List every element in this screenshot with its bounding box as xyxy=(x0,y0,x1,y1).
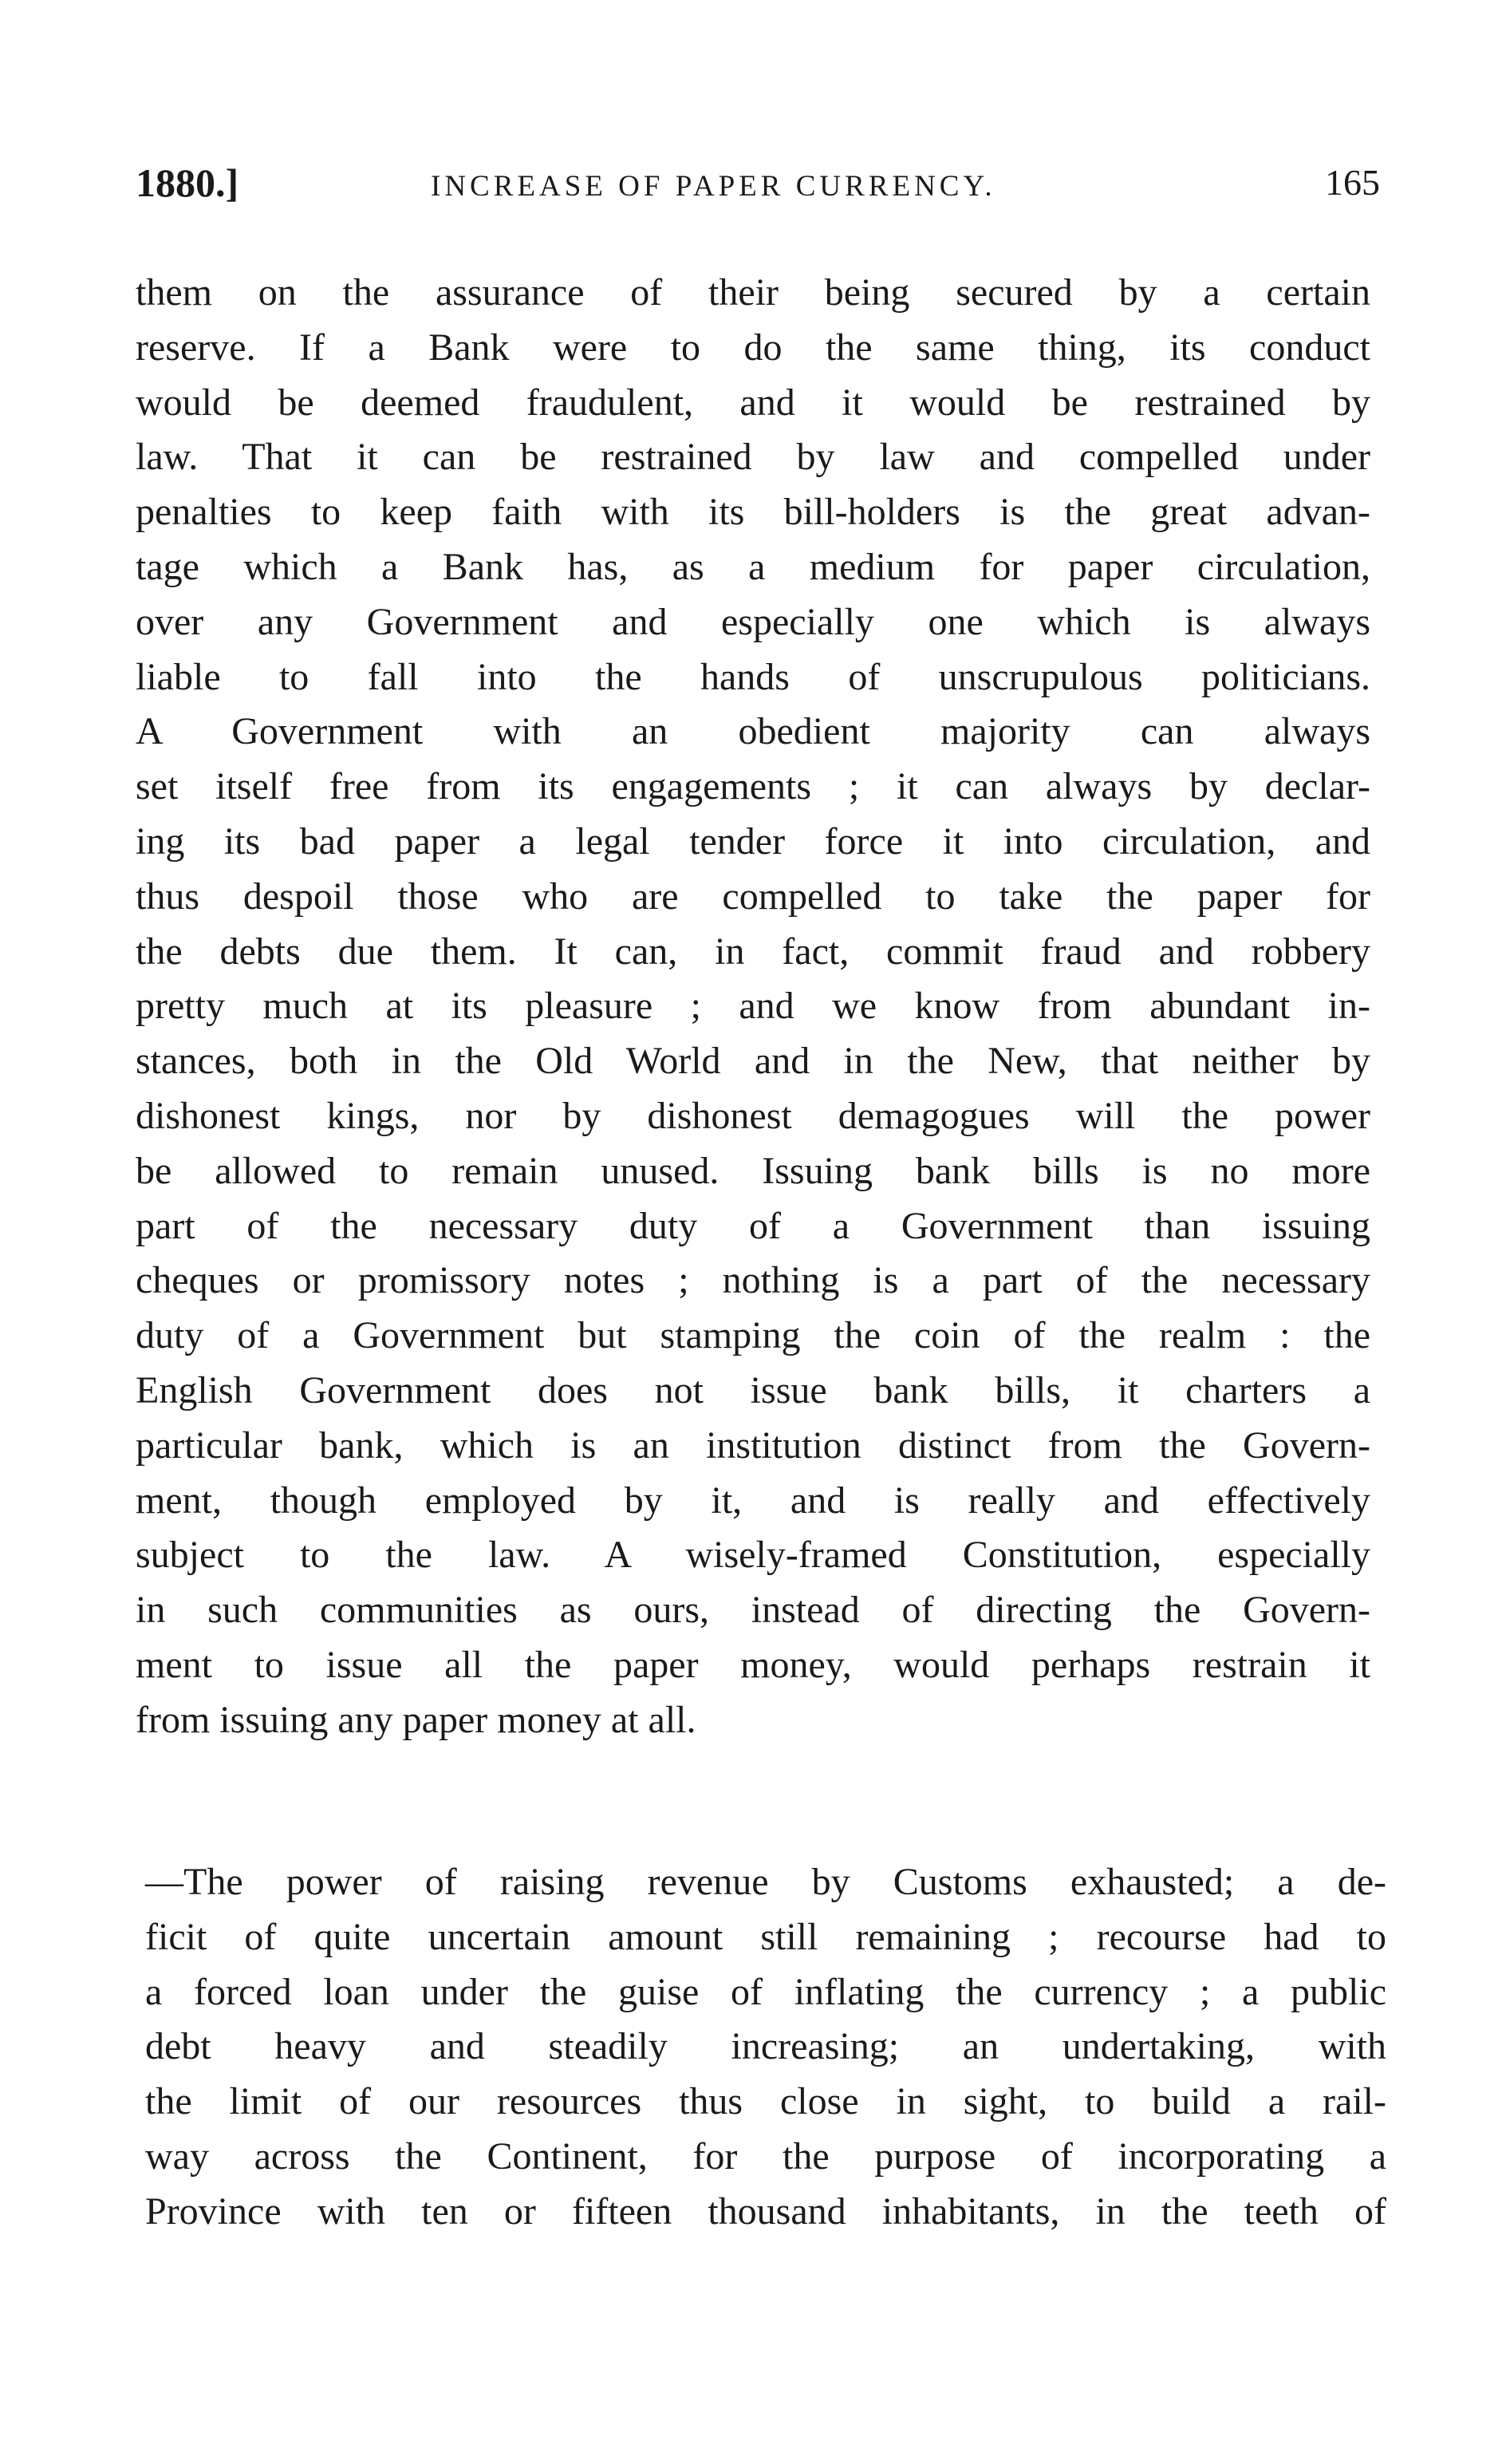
text-line: part of the necessary duty of a Government than issuing xyxy=(136,1204,1370,1247)
text-line: would be deemed fraudulent, and it would be restrained by xyxy=(136,381,1370,424)
text-line: cheques or promissory notes ; nothing is a part of the necessary xyxy=(136,1259,1370,1302)
text-line: from issuing any paper money at all. xyxy=(136,1698,696,1741)
text-line: the limit of our resources thus close in sight, to build a rail- xyxy=(145,2080,1386,2123)
text-line: liable to fall into the hands of unscrupulous politicians. xyxy=(136,655,1370,698)
text-line: them on the assurance of their being secured by a certain xyxy=(136,271,1370,314)
text-line: A Government with an obedient majority can always xyxy=(136,710,1370,753)
text-line: English Government does not issue bank bills, it charters a xyxy=(136,1368,1370,1412)
paragraph-paper-money xyxy=(136,266,1370,1748)
text-line: debt heavy and steadily increasing; an undertaking, with xyxy=(145,2025,1386,2068)
running-head xyxy=(136,160,1380,223)
running-title: INCREASE OF PAPER CURRENCY. xyxy=(431,170,996,203)
text-line: ment to issue all the paper money, would perhaps restrain it xyxy=(136,1643,1370,1686)
text-line: way across the Continent, for the purpose of incorporating a xyxy=(145,2134,1386,2178)
text-line: pretty much at its pleasure ; and we know from abundant in- xyxy=(136,985,1370,1028)
text-line: ficit of quite uncertain amount still remaining ; recourse had to xyxy=(145,1915,1386,1958)
text-line: Province with ten or fifteen thousand inhabitants, in the teeth of xyxy=(145,2190,1386,2233)
text-line: ing its bad paper a legal tender force it into circulation, and xyxy=(136,819,1370,863)
text-line: ment, though employed by it, and is really and effectively xyxy=(136,1479,1370,1522)
text-line: duty of a Government but stamping the coin of the realm : the xyxy=(136,1314,1370,1357)
text-line: dishonest kings, nor by dishonest demagogues will the power xyxy=(136,1094,1370,1137)
paragraph-revenue xyxy=(145,1855,1386,2240)
text-line: over any Government and especially one which is always xyxy=(136,600,1370,643)
text-line: stances, both in the Old World and in the New, that neither by xyxy=(136,1040,1370,1083)
text-line: in such communities as ours, instead of directing the Govern- xyxy=(136,1589,1370,1632)
text-line: —The power of raising revenue by Customs exhausted; a de- xyxy=(145,1861,1386,1903)
text-line: the debts due them. It can, in fact, commit fraud and robbery xyxy=(136,930,1370,973)
text-line: subject to the law. A wisely-framed Constitution, especially xyxy=(136,1534,1370,1577)
page-number: 165 xyxy=(1325,162,1380,203)
text-line: a forced loan under the guise of inflating the currency ; a public xyxy=(145,1970,1386,2013)
text-line: particular bank, which is an institution distinct from the Govern- xyxy=(136,1424,1370,1467)
text-line: thus despoil those who are compelled to take the paper for xyxy=(136,875,1370,918)
text-line: law. That it can be restrained by law and compelled under xyxy=(136,436,1370,479)
text-line: penalties to keep faith with its bill-holders is the great advan- xyxy=(136,491,1370,534)
text-line: set itself free from its engagements ; it can always by declar- xyxy=(136,765,1370,808)
header-date: 1880.] xyxy=(136,160,239,205)
text-line: tage which a Bank has, as a medium for paper circulation, xyxy=(136,545,1370,588)
text-line: reserve. If a Bank were to do the same thing, its conduct xyxy=(136,326,1370,369)
text-line: be allowed to remain unused. Issuing bank bills is no more xyxy=(136,1149,1370,1192)
